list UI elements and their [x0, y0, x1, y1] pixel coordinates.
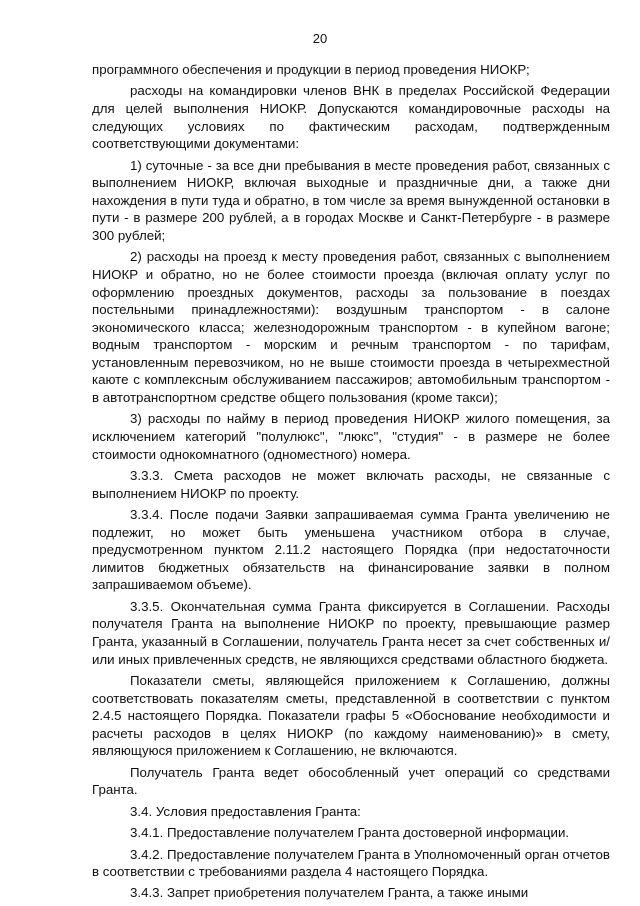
paragraph-3-3-5: 3.3.5. Окончательная сумма Гранта фиксируется в Соглашении. Расходы получателя Гранта на выполнение НИОКР по проекту, превышающие размер Гранта, указанный в Соглашении, получатель Гранта несет за счет собственных и/или иных привлеченных средств, не являющихся средствами областного бюджета.	[92, 598, 610, 667]
document-body	[92, 61, 610, 906]
paragraph-3-4-3: 3.4.3. Запрет приобретения получателем Гранта, а также иными	[130, 885, 529, 901]
paragraph-housing-expenses: 3) расходы по найму в период проведения НИОКР жилого помещения, за исключением категорий "полулюкс", "люкс", "студия" - в размере не более стоимости однокомнатного (одноместного) номера.	[92, 411, 610, 462]
paragraph-separate-accounting: Получатель Гранта ведет обособленный учет операций со средствами Гранта.	[92, 764, 610, 798]
paragraph-estimate-indicators: Показатели сметы, являющейся приложением к Соглашению, должны соответствовать показателям сметы, представленной в соответствии с пунктом 2.4.5 настоящего Порядка. Показатели графы 5 «Обоснование необходимости и расчеты расходов в целях НИОКР (по каждому наименованию)» в смету, являющуюся приложением к Соглашению, не включаются.	[92, 672, 610, 759]
paragraph-daily-allowance: 1) суточные - за все дни пребывания в месте проведения работ, связанных с выполнением НИОКР, включая выходные и праздничные дни, а также дни нахождения в пути туда и обратно, в том числе за время вынужденной остановки в пути - в размере 200 рублей, а в городах Москве и Санкт-Петербурге - в размере 300 рублей;	[92, 157, 610, 243]
paragraph-software-expenses: программного обеспечения и продукции в период проведения НИОКР;	[92, 62, 530, 77]
paragraph-3-4-heading: 3.4. Условия предоставления Гранта:	[130, 803, 361, 819]
paragraph-travel-expenses: 2) расходы на проезд к месту проведения работ, связанных с выполнением НИОКР и обратно, но не более стоимости проезда (включая оплату услуг по оформлению проездных документов, расходы за пользование в поездах постельными принадлежностями): воздушным транспортом - в салоне экономического класса; железнодорожным транспортом - в купейном вагоне; водным транспортом - морским и речным транспортом - по тарифам, установленным перевозчиком, но не выше стоимости проезда в четырехместной каюте с комплексным обслуживанием пассажиров; автомобильным транспортом - в автотранспортном средстве общего пользования (кроме такси);	[92, 249, 610, 406]
paragraph-3-4-2: 3.4.2. Предоставление получателем Гранта в Уполномоченный орган отчетов в соответствии с требованиями раздела 4 настоящего Порядка.	[92, 846, 610, 880]
paragraph-3-4-1: 3.4.1. Предоставление получателем Гранта достоверной информации.	[130, 825, 570, 841]
page-number: 20	[312, 31, 328, 46]
paragraph-3-3-3: 3.3.3. Смета расходов не может включать расходы, не связанные с выполнением НИОКР по проекту.	[92, 468, 610, 501]
paragraph-business-trip-expenses: расходы на командировки членов ВНК в пределах Российской Федерации для целей выполнения НИОКР. Допускаются командировочные расходы на следующих условиях по фактическим расходам, подтвержденным соответствующими документами:	[92, 83, 610, 152]
paragraph-3-3-4: 3.3.4. После подачи Заявки запрашиваемая сумма Гранта увеличению не подлежит, но может быть уменьшена участником отбора в случае, предусмотренном пунктом 2.11.2 настоящего Порядка (при недостаточности лимитов бюджетных обязательств на финансирование заявки в полном запрашиваемом объеме).	[92, 507, 610, 593]
